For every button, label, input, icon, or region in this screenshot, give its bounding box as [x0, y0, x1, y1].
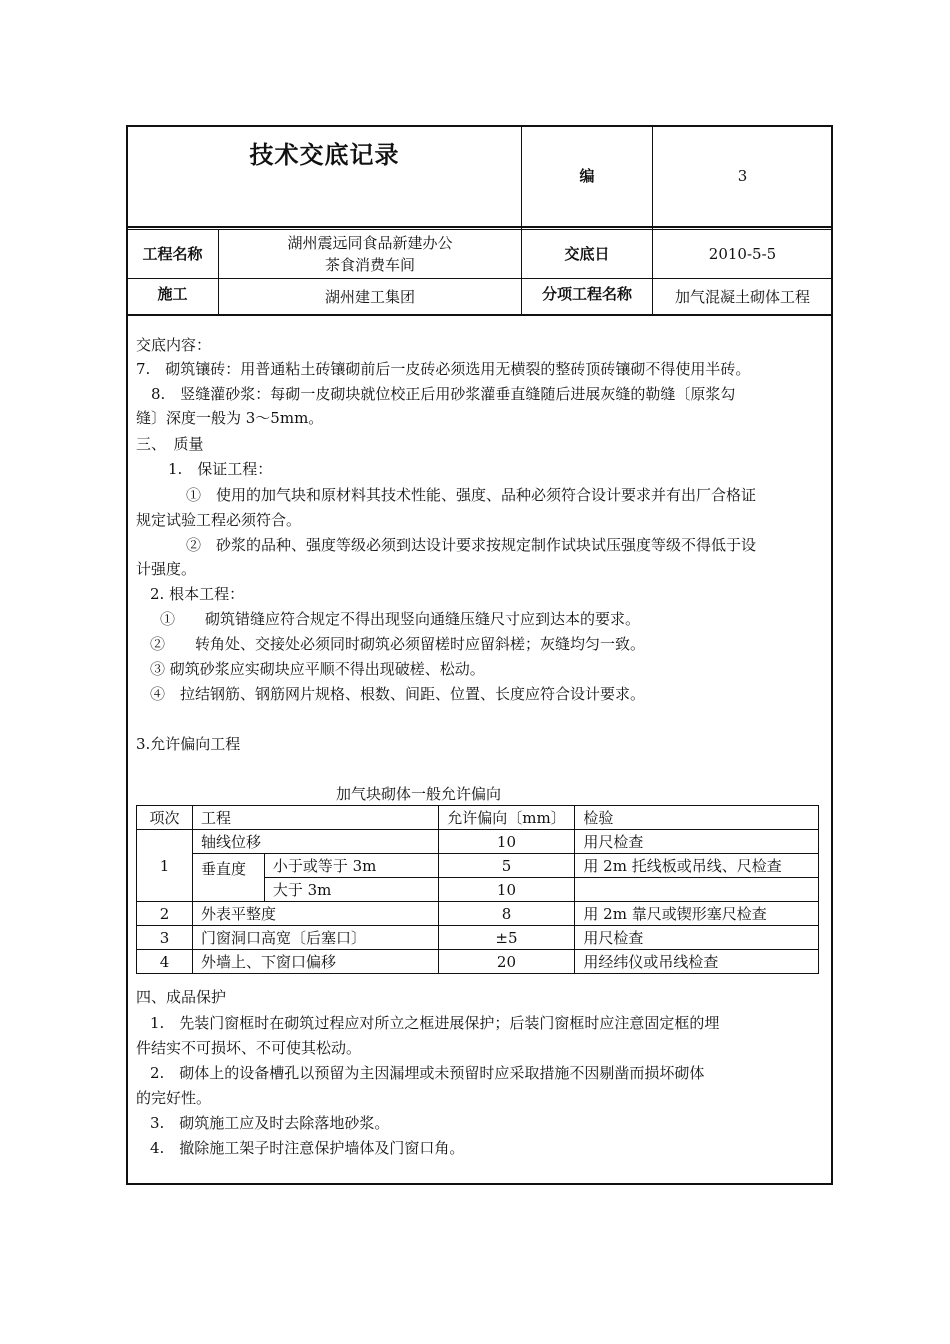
guarantee-a-line1: ① 使用的加气块和原材料其技术性能、强度、品种必须符合设计要求并有出厂合格证: [186, 486, 757, 504]
row-1-no: 1: [137, 830, 193, 902]
row-1b-sub: 小于或等于 3m: [264, 854, 438, 878]
deviation-table: [136, 805, 819, 974]
header-item: 工程: [192, 806, 438, 830]
item-8-line1: 8. 竖缝灌砂浆：每砌一皮砌块就位校正后用砂浆灌垂直缝随后进展灰缝的勒缝〔原浆勾: [136, 385, 736, 403]
project-name-line1: 湖州震远同食品新建办公: [287, 234, 453, 252]
subproject-value: 加气混凝土砌体工程: [674, 288, 810, 306]
row-3-no: 3: [137, 926, 193, 950]
row-4-no: 4: [137, 950, 193, 974]
item-8-line2: 缝〕深度一般为 3～5mm。: [136, 409, 324, 427]
bian-label: 编: [579, 167, 595, 185]
subproject-label: 分项工程名称: [541, 285, 632, 303]
row-2-no: 2: [137, 902, 193, 926]
table-row: [137, 926, 819, 950]
page-title: 技术交底记录: [249, 141, 400, 169]
basic-d: ④ 拉结钢筋、钢筋网片规格、根数、间距、位置、长度应符合设计要求。: [150, 685, 646, 703]
row-4-check: 用经纬仪或吊线检查: [575, 950, 819, 974]
row-4-item: 外墙上、下窗口偏移: [192, 950, 438, 974]
table-row: [137, 902, 819, 926]
protection-1-line1: 1. 先装门窗框时在砌筑过程应对所立之框进展保护；后装门窗框时应注意固定框的埋: [150, 1014, 720, 1032]
section-quality: 三、 质量: [136, 435, 204, 453]
row-1b-check: 用 2m 托线板或吊线、尺检查: [575, 854, 819, 878]
guarantee-b-line2: 计强度。: [136, 560, 197, 578]
basic-a: ① 砌筑错缝应符合规定不得出现竖向通缝压缝尺寸应到达本的要求。: [160, 610, 641, 628]
protection-2-line1: 2. 砌体上的设备槽孔以预留为主因漏埋或未预留时应采取措施不因剔凿而损坏砌体: [150, 1064, 705, 1082]
row-1c-check: [575, 878, 819, 902]
bian-value: 3: [737, 167, 748, 185]
project-name-line2: 茶食消费车间: [324, 256, 415, 274]
date-label: 交底日: [564, 245, 610, 263]
project-name-value: [219, 230, 521, 278]
protection-3: 3. 砌筑施工应及时去除落地砂浆。: [150, 1114, 390, 1132]
row-1c-value: 10: [438, 878, 575, 902]
header-allowance: 允许偏向〔mm〕: [438, 806, 575, 830]
construction-value: 湖州建工集团: [324, 288, 415, 306]
table-caption: 加气块砌体一般允许偏向: [336, 785, 502, 803]
header-divider-4: [126, 314, 833, 316]
row-2-check: 用 2m 靠尺或锲形塞尺检查: [575, 902, 819, 926]
row-3-value: ±5: [438, 926, 575, 950]
protection-1-line2: 件结实不可损坏、不可使其松动。: [136, 1039, 362, 1057]
row-1a-item: 轴线位移: [192, 830, 438, 854]
table-header-row: [137, 806, 819, 830]
row-3-item: 门窗洞口高宽〔后塞口〕: [192, 926, 438, 950]
construction-label: 施工: [157, 285, 188, 303]
guarantee-a-line2: 规定试验工程必须符合。: [136, 511, 302, 529]
row-1a-value: 10: [438, 830, 575, 854]
row-1b-value: 5: [438, 854, 575, 878]
header-check: 检验: [575, 806, 819, 830]
basic-heading: 2. 根本工程：: [150, 585, 245, 603]
project-name-label: 工程名称: [142, 245, 203, 263]
basic-c: ③ 砌筑砂浆应实砌块应平顺不得出现破槎、松动。: [150, 660, 485, 678]
header-no: 项次: [137, 806, 193, 830]
guarantee-b-line1: ② 砂浆的品种、强度等级必须到达设计要求按规定制作试块试压强度等级不得低于设: [186, 536, 757, 554]
row-2-item: 外表平整度: [192, 902, 438, 926]
item-7: 7. 砌筑镶砖：用普通粘土砖镶砌前后一皮砖必须选用无横裂的整砖顶砖镶砌不得使用半砖。: [136, 360, 751, 378]
header-divider-3: [126, 278, 833, 279]
protection-4: 4. 撤除施工架子时注意保护墙体及门窗口角。: [150, 1139, 465, 1157]
table-row: [137, 950, 819, 974]
row-1a-check: 用尺检查: [575, 830, 819, 854]
date-value: 2010-5-5: [708, 245, 777, 263]
basic-b: ② 转角处、交接处必须同时砌筑必须留槎时应留斜槎；灰缝均匀一致。: [150, 635, 646, 653]
section-protection: 四、成品保护: [136, 988, 227, 1006]
deviation-heading: 3.允许偏向工程: [136, 735, 241, 753]
table-row: [137, 854, 819, 878]
protection-2-line2: 的完好性。: [136, 1089, 212, 1107]
guarantee-heading: 1. 保证工程：: [168, 460, 273, 478]
row-3-check: 用尺检查: [575, 926, 819, 950]
table-row: [137, 830, 819, 854]
row-2-value: 8: [438, 902, 575, 926]
row-1c-sub: 大于 3m: [264, 878, 438, 902]
header-divider-1: [126, 226, 833, 228]
intro-label: 交底内容：: [136, 336, 212, 354]
row-1b-item: 垂直度: [192, 854, 264, 902]
row-4-value: 20: [438, 950, 575, 974]
